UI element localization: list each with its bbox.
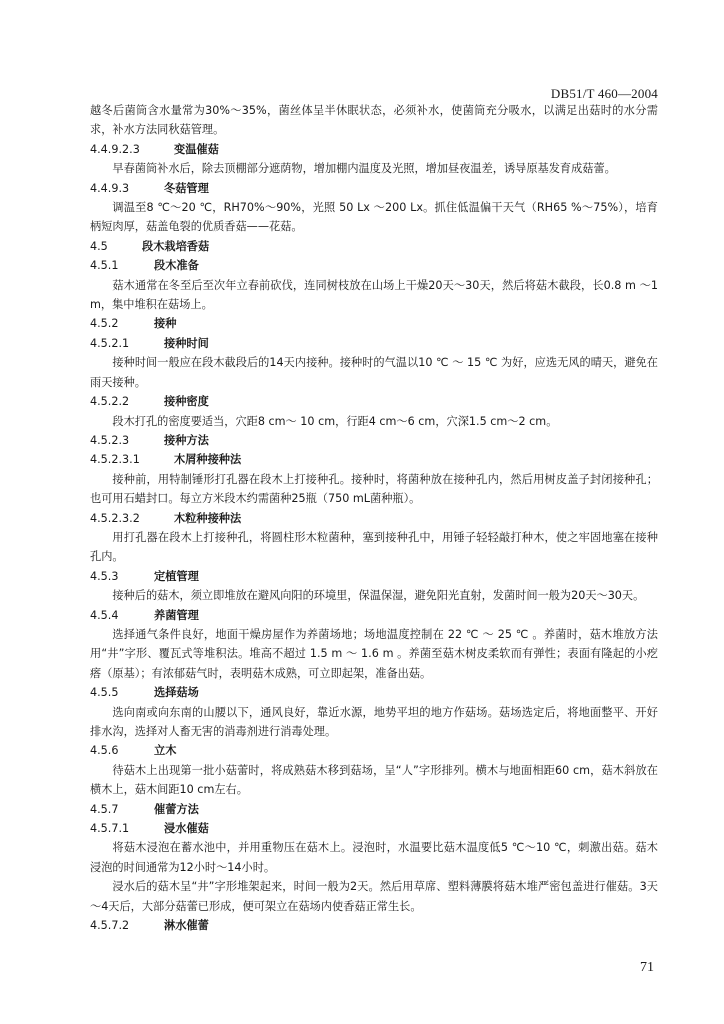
section-title: 接种方法 (164, 433, 209, 447)
document-code: DB51/T 460—2004 (550, 86, 658, 101)
section-number: 4.5.2.1 (90, 336, 130, 350)
section-title: 冬菇管理 (164, 181, 209, 195)
section-title: 立木 (154, 744, 177, 758)
section-heading (90, 392, 658, 411)
section-title: 催蕾方法 (154, 802, 199, 816)
section-heading (90, 819, 658, 838)
section-title: 段木准备 (154, 259, 199, 273)
section-number: 4.5.1 (90, 259, 119, 273)
section-heading (90, 606, 658, 625)
body-paragraph: 浸水后的菇木呈“井”字形堆架起来，时间一般为2天。然后用草席、塑料薄膜将菇木堆严密包盖进行催菇。3天～4天后，大部分菇蕾已形成，便可架立在菇场内使香菇正常生长。 (90, 880, 658, 913)
section-heading (90, 140, 658, 159)
section-number: 4.5.2.3 (90, 433, 130, 447)
body-paragraph: 将菇木浸泡在蓄水池中，并用重物压在菇木上。浸泡时，水温要比菇木温度低5 ℃～10 ℃，刺激出菇。菇木浸泡的时间通常为12小时～14小时。 (90, 841, 658, 874)
section-heading (90, 237, 658, 256)
section-number: 4.5.4 (90, 608, 119, 622)
section-heading (90, 179, 658, 198)
section-heading (90, 450, 658, 469)
body-paragraph: 早春菌筒补水后，除去顶棚部分遮荫物，增加棚内温度及光照，增加昼夜温差，诱导原基发育成菇蕾。 (112, 162, 616, 176)
section-number: 4.5.7.2 (90, 919, 130, 933)
section-number: 4.5.2.3.2 (90, 511, 140, 525)
section-heading (90, 741, 658, 760)
body-paragraph: 选向南或向东南的山腰以下，通风良好，靠近水源，地势平坦的地方作菇场。菇场选定后，将地面整平、开好排水沟，选择对人畜无害的消毒剂进行消毒处理。 (90, 705, 658, 738)
section-number: 4.4.9.3 (90, 181, 130, 195)
document-body (90, 101, 658, 935)
section-title: 养菌管理 (154, 608, 199, 622)
section-title: 接种 (154, 317, 177, 331)
body-paragraph: 越冬后菌筒含水量常为30%～35%，菌丝体呈半休眠状态，必须补水，使菌筒充分吸水，以满足出菇时的水分需求，补水方法同秋菇管理。 (90, 104, 658, 137)
section-title: 选择菇场 (154, 686, 199, 700)
body-paragraph: 接种时间一般应在段木截段后的14天内接种。接种时的气温以10 ℃ ～ 15 ℃ 为好，应选无风的晴天，避免在雨天接种。 (90, 356, 658, 389)
section-number: 4.5.3 (90, 569, 119, 583)
section-number: 4.5.7 (90, 802, 119, 816)
body-paragraph: 段木打孔的密度要适当，穴距8 cm～ 10 cm，行距4 cm～6 cm，穴深1.5 cm～2 cm。 (112, 414, 558, 428)
section-heading (90, 431, 658, 450)
section-heading (90, 509, 658, 528)
body-paragraph: 菇木通常在冬至后至次年立春前砍伐，连同树枝放在山场上干燥20天～30天，然后将菇木截段，长0.8 m ～1 m，集中堆积在菇场上。 (90, 278, 658, 312)
section-title: 浸水催菇 (164, 822, 209, 836)
section-title: 木粒种接种法 (174, 511, 242, 525)
section-heading (90, 916, 658, 935)
section-title: 接种密度 (164, 395, 209, 409)
body-paragraph: 接种前，用特制锤形打孔器在段木上打接种孔。接种时，将菌种放在接种孔内，然后用树皮盖子封闭接种孔；也可用石蜡封口。每立方米段木约需菌种25瓶（750 mL菌种瓶）。 (90, 472, 658, 506)
section-title: 变温催菇 (174, 142, 219, 156)
body-paragraph: 接种后的菇木，须立即堆放在避风向阳的环境里，保温保湿，避免阳光直射，发菌时间一般为20天～30天。 (112, 589, 645, 603)
section-number: 4.5.2 (90, 317, 119, 331)
section-number: 4.5.5 (90, 686, 119, 700)
section-heading (90, 683, 658, 702)
section-heading (90, 314, 658, 333)
section-title: 定植管理 (154, 569, 199, 583)
section-heading (90, 256, 658, 275)
body-paragraph: 用打孔器在段木上打接种孔，将圆柱形木粒菌种，塞到接种孔中，用锤子轻轻敲打种木，使之牢固地塞在接种孔内。 (90, 530, 658, 564)
section-number: 4.5.2.3.1 (90, 453, 140, 467)
section-number: 4.5.2.2 (90, 395, 130, 409)
section-title: 接种时间 (164, 336, 209, 350)
page-number: 71 (640, 960, 654, 975)
body-paragraph: 调温至8 ℃～20 ℃，RH70%～90%，光照 50 Lx ～200 Lx。抓住低温偏干天气（RH65 %～75%），培育柄短肉厚，菇盖龟裂的优质香菇——花菇。 (90, 201, 658, 234)
section-number: 4.5 (90, 239, 108, 253)
section-title: 木屑种接种法 (174, 453, 242, 467)
section-title: 段木栽培香菇 (142, 239, 210, 253)
section-number: 4.5.6 (90, 744, 119, 758)
section-heading (90, 567, 658, 586)
section-heading (90, 800, 658, 819)
body-paragraph: 选择通气条件良好，地面干燥房屋作为养菌场地；场地温度控制在 22 ℃ ～ 25 ℃ 。养菌时，菇木堆放方法用“井”字形、覆瓦式等堆积法。堆高不超过 1.5 m ～ 1.6 m 。养菌至菇木树皮柔软而有弹性；表面有隆起的小疙瘩（原基）；有浓郁菇气时，表明菇木成熟，可立即起架，准备出菇。 (90, 627, 658, 680)
section-title: 淋水催蕾 (164, 919, 209, 933)
section-heading (90, 334, 658, 353)
section-number: 4.4.9.2.3 (90, 142, 140, 156)
section-number: 4.5.7.1 (90, 822, 130, 836)
body-paragraph: 待菇木上出现第一批小菇蕾时，将成熟菇木移到菇场，呈“人”字形排列。横木与地面相距60 cm，菇木斜放在横木上，菇木间距10 cm左右。 (90, 763, 658, 797)
